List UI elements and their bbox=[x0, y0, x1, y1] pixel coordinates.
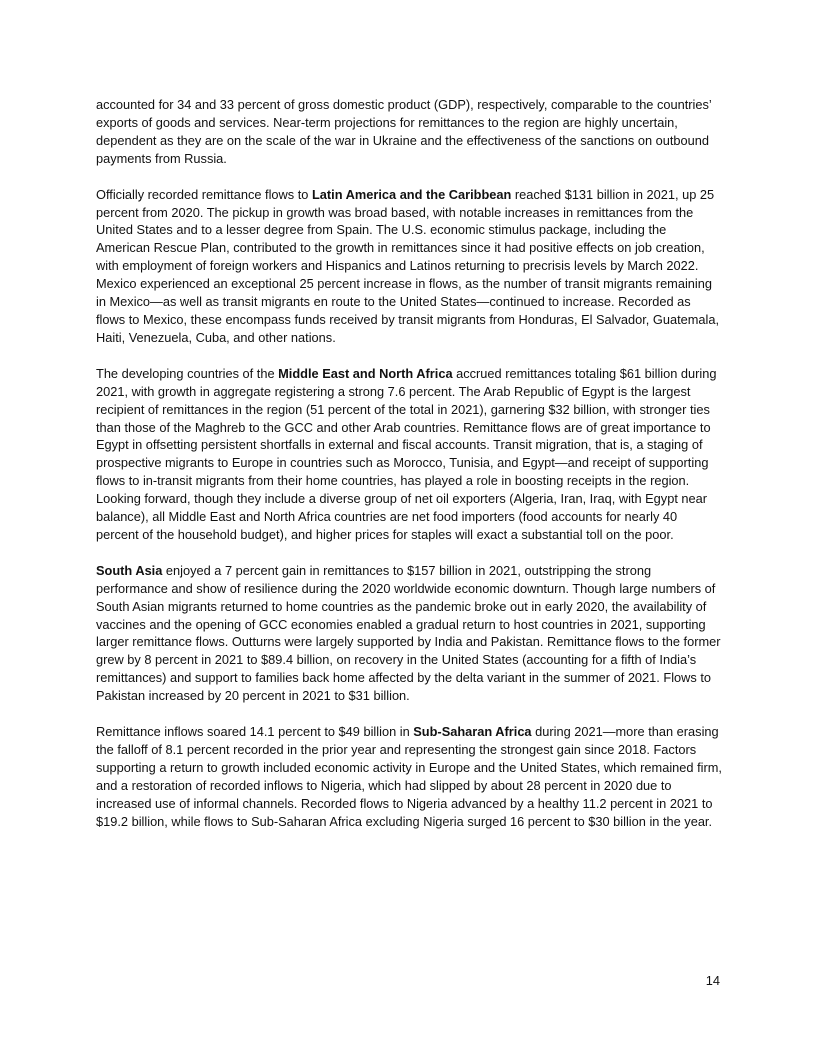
page-number: 14 bbox=[705, 973, 720, 988]
body-text bbox=[96, 96, 722, 849]
paragraph-latin-america bbox=[96, 186, 722, 347]
region-heading-middle-east: Middle East and North Africa bbox=[278, 365, 453, 381]
paragraph-text: Officially recorded remittance flows to bbox=[96, 186, 312, 202]
region-heading-sub-saharan-africa: Sub-Saharan Africa bbox=[413, 724, 532, 740]
paragraph-text: accounted for 34 and 33 percent of gross domestic product (GDP), respectively, comparable to the countries’ exports of goods and services. Near-term projections for remittances to the region are highly uncertain, dependent as they are on the scale of the war in Ukraine and the effectiveness of the sanctions on outbound payments from Russia. bbox=[96, 97, 712, 166]
paragraph-text: reached $131 billion in 2021, up 25 percent from 2020. The pickup in growth was broad based, with notable increases in remittances from the United States and to a lesser degree from Spain. The U.S. economic stimulus package, including the American Rescue Plan, contributed to the growth in remittances since it had positive effects on job creation, with employment of foreign workers and Hispanics and Latinos returning to precrisis levels by March 2022. Mexico experienced an exceptional 25 percent increase in flows, as the number of transit migrants remaining in Mexico—as well as transit migrants en route to the United States—continued to increase. Recorded as flows to Mexico, these encompass funds received by transit migrants from Honduras, El Salvador, Guatemala, Haiti, Venezuela, Cuba, and other nations. bbox=[96, 186, 720, 345]
paragraph-south-asia bbox=[96, 562, 722, 705]
paragraph-text: enjoyed a 7 percent gain in remittances to $157 billion in 2021, outstripping the strong performance and show of resilience during the 2020 worldwide economic downturn. Though large numbers of South Asian migrants returned to home countries as the pandemic broke out in early 2020, the availability of vaccines and the opening of GCC economies enabled a gradual return to host countries in 2021, supporting larger remittance flows. Outturns were largely supported by India and Pakistan. Remittance flows to the former grew by 8 percent in 2021 to $89.4 billion, on recovery in the United States (accounting for a fifth of India’s remittances) and support to families back home affected by the delta variant in the summer of 2021. Flows to Pakistan increased by 20 percent in 2021 to $31 billion. bbox=[96, 562, 721, 704]
region-heading-south-asia: South Asia bbox=[96, 562, 163, 578]
paragraph-europe-central-asia-tail bbox=[96, 96, 722, 168]
paragraph-text: Remittance inflows soared 14.1 percent to $49 billion in bbox=[96, 724, 414, 740]
paragraph-text: accrued remittances totaling $61 billion during 2021, with growth in aggregate registering a strong 7.6 percent. The Arab Republic of Egypt is the largest recipient of remittances in the region (51 percent of the total in 2021), garnering $32 billion, with stronger ties than those of the Maghreb to the GCC and other Arab countries. Remittance flows are of great importance to Egypt in offsetting persistent shortfalls in external and fiscal accounts. Transit migration, that is, a staging of prospective migrants to Europe in countries such as Morocco, Tunisia, and Egypt—and receipt of supporting flows to in-transit migrants from their home countries, has played a role in boosting receipts in the region. Looking forward, though they include a diverse group of net oil exporters (Algeria, Iran, Iraq, with Egypt near balance), all Middle East and North Africa countries are net food importers (food accounts for nearly 40 percent of the household budget), and higher prices for staples will exact a substantial toll on the poor. bbox=[96, 365, 717, 542]
paragraph-sub-saharan-africa bbox=[96, 723, 722, 830]
paragraph-middle-east bbox=[96, 365, 722, 544]
region-heading-latin-america: Latin America and the Caribbean bbox=[311, 186, 512, 202]
paragraph-text: during 2021—more than erasing the falloff of 8.1 percent recorded in the prior year and representing the strongest gain since 2018. Factors supporting a return to growth included economic activity in Europe and the United States, which remained firm, and a restoration of recorded inflows to Nigeria, which had slipped by about 28 percent in 2020 due to increased use of informal channels. Recorded flows to Nigeria advanced by a healthy 11.2 percent in 2021 to $19.2 billion, while flows to Sub-Saharan Africa excluding Nigeria surged 16 percent to $30 billion in the year. bbox=[96, 724, 722, 829]
paragraph-text: The developing countries of the bbox=[96, 365, 279, 381]
